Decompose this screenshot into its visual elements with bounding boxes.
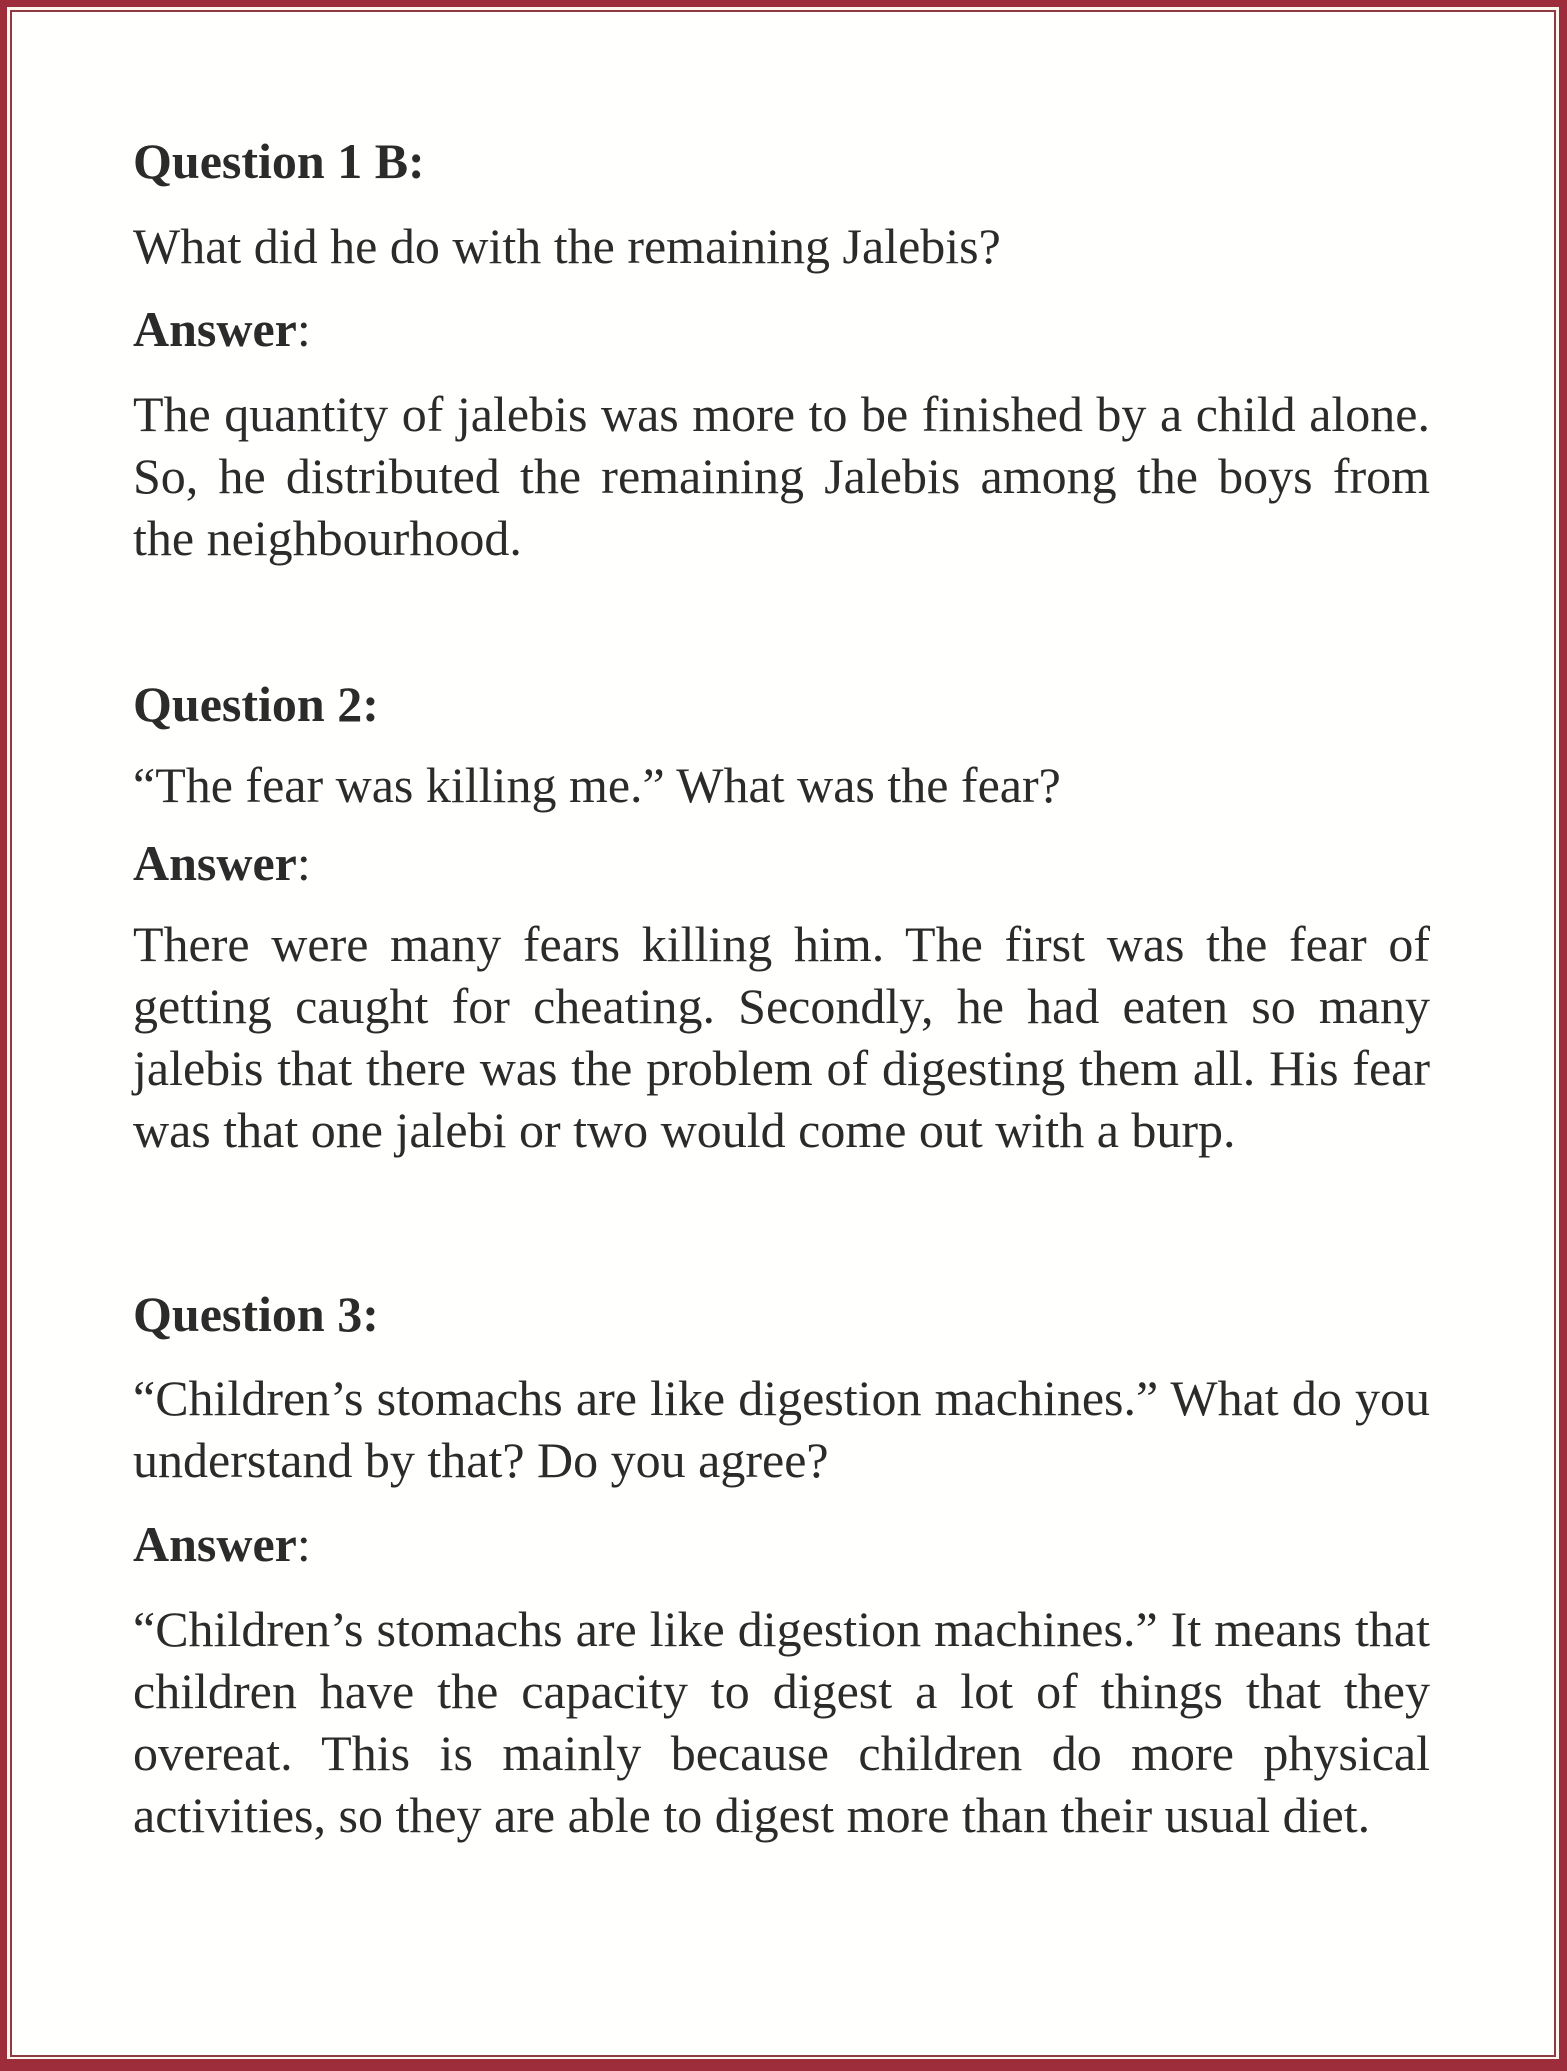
answer-label	[133, 298, 1430, 360]
answer-label-colon: :	[296, 301, 311, 357]
question-text: What did he do with the remaining Jalebis?	[133, 218, 1001, 274]
question-heading: Question 1 B:	[133, 133, 425, 189]
answer-label-text: Answer	[133, 835, 297, 891]
answer-label	[133, 832, 1430, 894]
answer-label-colon: :	[296, 835, 311, 891]
answer-text: “Children’s stomachs are like digestion machines.” It means that children have the capacity to digest a lot of things that they overeat. This is mainly because children do more physical activities, so they are able to digest more than their usual diet.	[133, 1601, 1430, 1843]
answer-text: There were many fears killing him. The first was the fear of getting caught for cheating. Secondly, he had eaten so many jalebis that there was the problem of digesting them all. His fear was that one jalebi or two would come out with a burp.	[133, 916, 1430, 1158]
question-heading: Question 2:	[133, 676, 379, 732]
question-heading: Question 3:	[133, 1286, 379, 1342]
answer-text: The quantity of jalebis was more to be finished by a child alone. So, he distributed the remaining Jalebis among the boys from the neighbourhood.	[133, 386, 1430, 566]
answer-label-colon: :	[296, 1516, 311, 1572]
answer-label-text: Answer	[133, 1516, 297, 1572]
answer-label	[133, 1513, 1430, 1575]
answer-label-text: Answer	[133, 301, 297, 357]
question-text: “The fear was killing me.” What was the fear?	[133, 757, 1061, 813]
question-text: “Children’s stomachs are like digestion machines.” What do you understand by that? Do you agree?	[133, 1370, 1430, 1488]
